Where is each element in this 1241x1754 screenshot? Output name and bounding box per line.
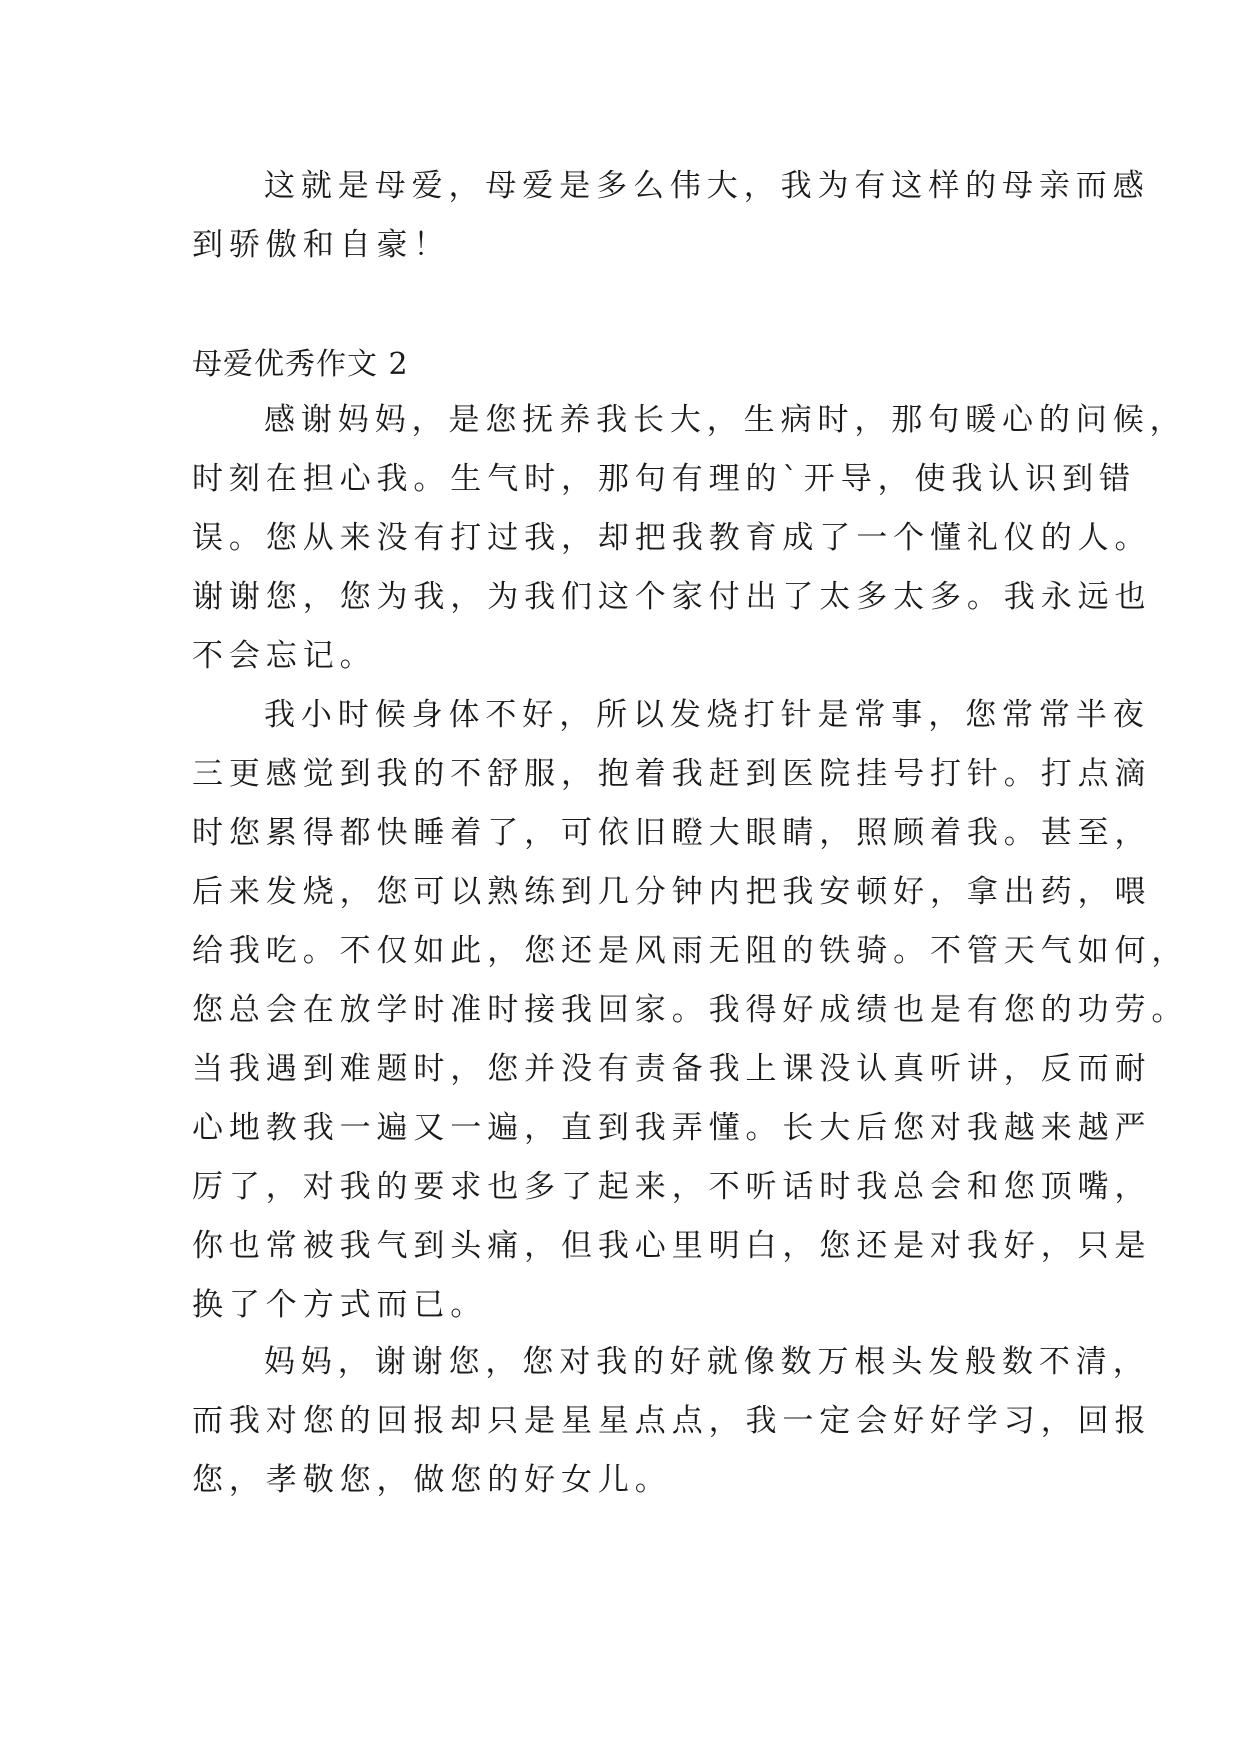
- paragraph-line: 时您累得都快睡着了，可依旧瞪大眼睛，照顾着我。甚至，: [192, 815, 1152, 851]
- paragraph-line: 厉了，对我的要求也多了起来，不听话时我总会和您顶嘴，: [192, 1169, 1152, 1205]
- paragraph-line: 不会忘记。: [192, 638, 377, 674]
- paragraph-line: 后来发烧，您可以熟练到几分钟内把我安顿好，拿出药，喂: [192, 874, 1152, 910]
- paragraph-line: 谢谢您，您为我，为我们这个家付出了太多太多。我永远也: [192, 579, 1152, 615]
- paragraph-line: 换了个方式而已。: [192, 1287, 488, 1323]
- paragraph-line: 时刻在担心我。生气时，那句有理的`开导，使我认识到错: [192, 461, 1136, 497]
- paragraph-line: 当我遇到难题时，您并没有责备我上课没认真听讲，反而耐: [192, 1051, 1152, 1087]
- paragraph-line: 我小时候身体不好，所以发烧打针是常事，您常常半夜: [264, 697, 1150, 733]
- paragraph-line: 给我吃。不仅如此，您还是风雨无阻的铁骑。不管天气如何，: [192, 933, 1189, 969]
- paragraph-line: 这就是母爱，母爱是多么伟大，我为有这样的母亲而感: [264, 168, 1150, 204]
- paragraph-line: 妈妈，谢谢您，您对我的好就像数万根头发般数不清，: [264, 1344, 1150, 1380]
- heading-text: 母爱优秀作文 2: [192, 347, 409, 382]
- paragraph-line: 感谢妈妈，是您抚养我长大，生病时，那句暖心的问候，: [264, 402, 1187, 438]
- paragraph-line: 而我对您的回报却只是星星点点，我一定会好好学习，回报: [192, 1403, 1152, 1439]
- paragraph-line: 心地教我一遍又一遍，直到我弄懂。长大后您对我越来越严: [192, 1110, 1152, 1146]
- paragraph-intro: [192, 157, 1150, 275]
- paragraph-line: 你也常被我气到头痛，但我心里明白，您还是对我好，只是: [192, 1228, 1152, 1264]
- paragraph-line: 您总会在放学时准时接我回家。我得好成绩也是有您的功劳。: [192, 992, 1189, 1028]
- paragraph-2: [192, 686, 1189, 1335]
- paragraph-line: 误。您从来没有打过我，却把我教育成了一个懂礼仪的人。: [192, 520, 1152, 556]
- paragraph-1: [192, 391, 1187, 686]
- paragraph-line: 三更感觉到我的不舒服，抱着我赶到医院挂号打针。打点滴: [192, 756, 1152, 792]
- paragraph-3: [192, 1333, 1152, 1510]
- section-heading: [192, 335, 1052, 394]
- paragraph-line: 您，孝敬您，做您的好女儿。: [192, 1462, 672, 1498]
- paragraph-line: 到骄傲和自豪！: [192, 227, 451, 263]
